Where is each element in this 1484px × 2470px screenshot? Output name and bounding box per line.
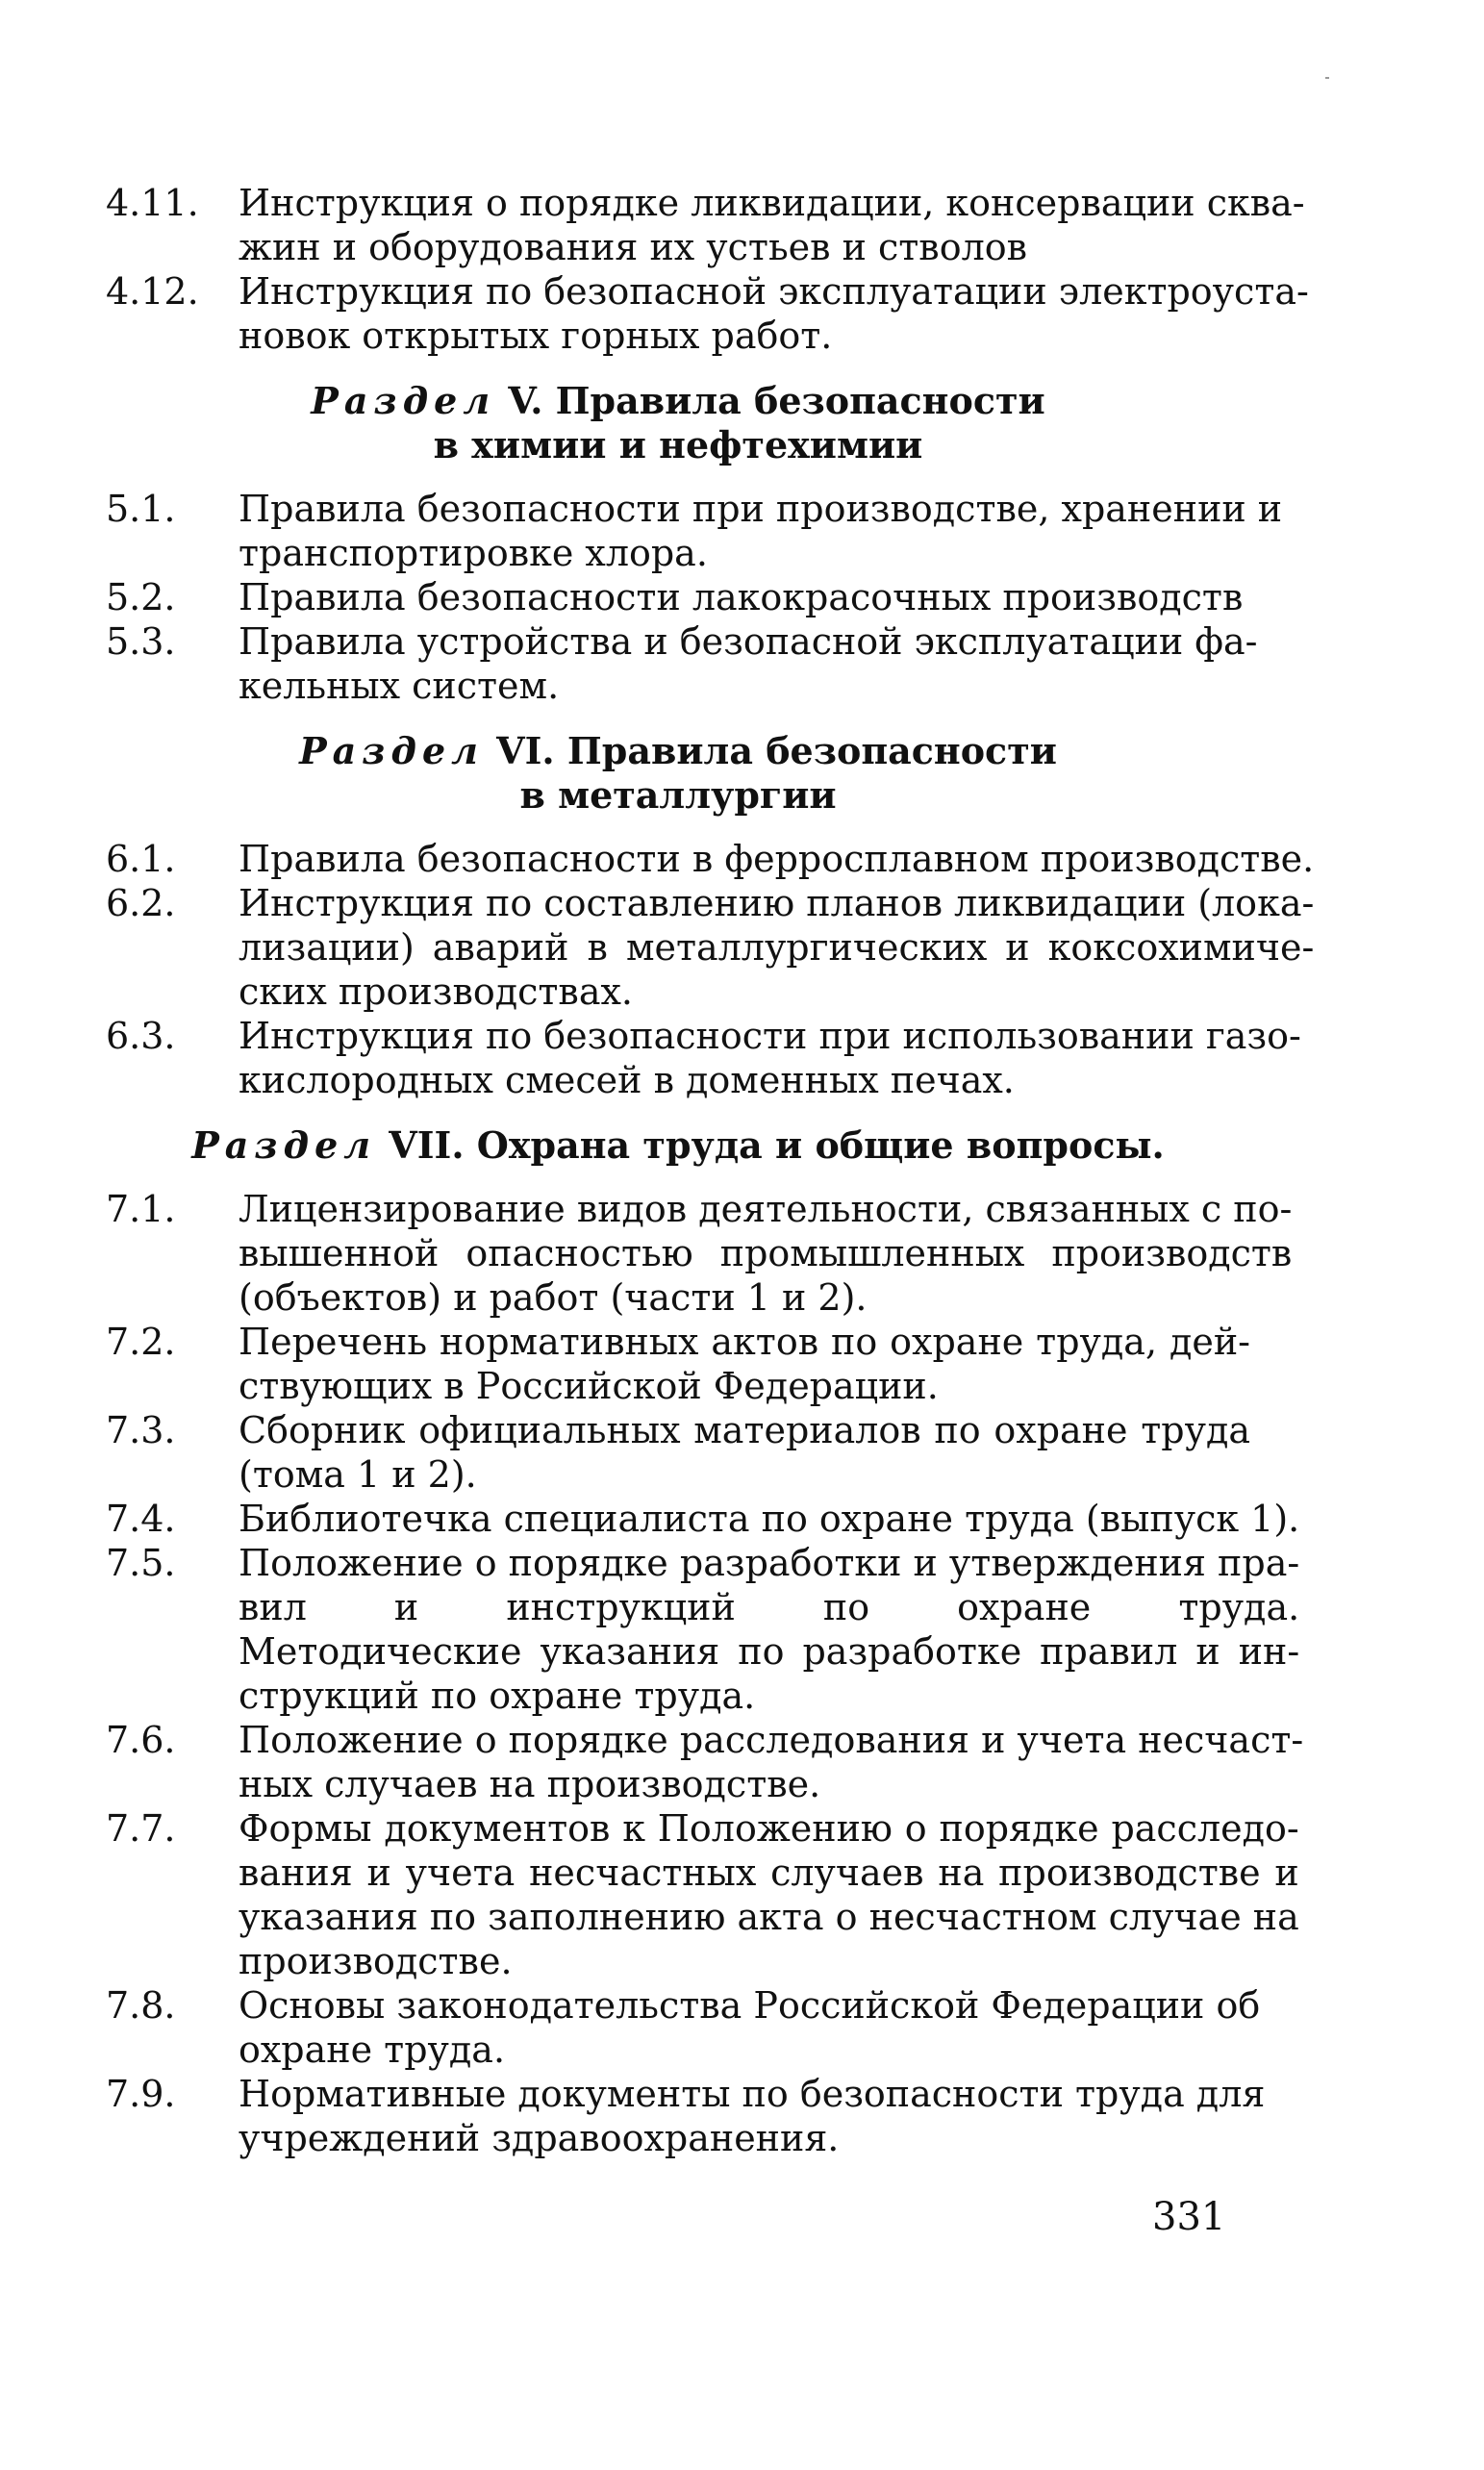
list-item	[106, 181, 1305, 269]
item-number: 5.3.	[106, 620, 176, 663]
list-section-7	[106, 1187, 1304, 2160]
item-text-line: ских производствах.	[239, 970, 633, 1013]
item-text-line: Формы документов к Положению о порядке расследо-	[239, 1807, 1299, 1850]
list-section-5	[106, 487, 1283, 708]
item-text	[239, 1497, 1299, 1541]
list-item	[106, 1983, 1261, 2072]
section-5-prefix: Раздел	[311, 379, 496, 422]
item-text-line: транспортировке хлора.	[239, 532, 708, 574]
list-item	[106, 1497, 1300, 1541]
item-text	[239, 487, 1282, 575]
item-text	[239, 1806, 1299, 1983]
item-text-line: Инструкция по безопасности при использовании газо-	[239, 1015, 1301, 1057]
section-6-title-1: VI. Правила безопасности	[496, 729, 1057, 772]
item-text-line: охране труда.	[239, 2029, 506, 2071]
item-text-line: вания и учета несчастных случаев на производстве и	[239, 1852, 1299, 1894]
item-text-line: Инструкция по безопасной эксплуатации электроуста-	[239, 270, 1309, 313]
item-text-line: кельных систем.	[239, 665, 560, 707]
item-text-line: Лицензирование видов деятельности, связанных с по-	[239, 1188, 1293, 1230]
item-text-line: Сборник официальных материалов по охране труда	[239, 1409, 1250, 1451]
item-text	[239, 269, 1309, 358]
list-item	[106, 881, 1315, 1014]
list-item	[106, 1320, 1250, 1408]
item-text	[239, 1408, 1250, 1497]
list-item	[106, 2072, 1266, 2160]
item-text-line: Инструкция о порядке ликвидации, консервации сква-	[239, 182, 1305, 224]
item-text	[239, 1718, 1303, 1806]
list-item	[106, 1541, 1300, 1718]
list-top	[106, 181, 1309, 358]
item-text-line: ных случаев на производстве.	[239, 1763, 821, 1805]
item-text-line: кислородных смесей в доменных печах.	[239, 1059, 1015, 1101]
item-number: 7.2.	[106, 1321, 176, 1363]
item-text-line: (объектов) и работ (части 1 и 2).	[239, 1276, 868, 1319]
item-number: 4.11.	[106, 182, 199, 224]
item-text-line: Положение о порядке разработки и утверждения пра-	[239, 1542, 1300, 1584]
item-number: 6.1.	[106, 838, 176, 880]
item-number: 6.3.	[106, 1015, 176, 1057]
list-item	[106, 575, 1250, 619]
item-text	[239, 881, 1314, 1014]
section-5-heading	[106, 379, 1250, 467]
list-item	[106, 1187, 1293, 1320]
item-text-line: Основы законодательства Российской Федерации об	[239, 1984, 1261, 2027]
item-text-line: указания по заполнению акта о несчастном случае на	[239, 1896, 1299, 1938]
item-number: 7.5.	[106, 1542, 176, 1584]
item-text-line: (тома 1 и 2).	[239, 1453, 477, 1496]
list-section-6	[106, 837, 1315, 1102]
item-text-line: вышенной опасностью промышленных производств	[239, 1232, 1293, 1274]
item-text-line: Перечень нормативных актов по охране труда, дей-	[239, 1321, 1250, 1363]
item-text-line: Правила безопасности в ферросплавном производстве.	[239, 838, 1315, 880]
page-number: 331	[1152, 2195, 1226, 2239]
item-text	[239, 1983, 1260, 2072]
item-text-line: Библиотечка специалиста по охране труда (выпуск 1).	[239, 1498, 1300, 1540]
list-item	[106, 837, 1315, 881]
item-text-line: Правила безопасности при производстве, хранении и	[239, 488, 1283, 530]
item-text	[239, 619, 1257, 708]
item-text-line: Инструкция по составлению планов ликвидации (лока-	[239, 882, 1315, 924]
section-6-prefix: Раздел	[299, 729, 484, 772]
item-number: 5.2.	[106, 576, 176, 618]
scan-speck	[1325, 77, 1329, 79]
item-text	[239, 1187, 1292, 1320]
item-text	[239, 1541, 1299, 1718]
item-number: 7.6.	[106, 1719, 176, 1761]
item-number: 7.9.	[106, 2073, 176, 2115]
item-text	[239, 575, 1250, 619]
list-item	[106, 1408, 1250, 1497]
item-number: 7.1.	[106, 1188, 176, 1230]
list-item	[106, 1806, 1299, 1983]
item-text	[239, 1320, 1250, 1408]
section-6-title-2: в металлургии	[519, 773, 837, 817]
list-item	[106, 1014, 1301, 1102]
section-7-title-1: VII. Охрана труда и общие вопросы.	[389, 1123, 1165, 1167]
item-number: 6.2.	[106, 882, 176, 924]
item-text	[239, 837, 1314, 881]
item-text-line: Нормативные документы по безопасности труда для	[239, 2073, 1266, 2115]
list-item	[106, 619, 1258, 708]
list-item	[106, 487, 1283, 575]
document-page	[106, 181, 1315, 2160]
section-7-prefix: Раздел	[191, 1123, 377, 1167]
item-text-line: Методические указания по разработке правил и ин-	[239, 1630, 1300, 1673]
section-5-title-2: в химии и нефтехимии	[433, 423, 923, 466]
item-number: 7.3.	[106, 1409, 176, 1451]
item-text-line: новок открытых горных работ.	[239, 315, 833, 357]
item-number: 4.12.	[106, 270, 199, 313]
item-number: 7.8.	[106, 1984, 176, 2027]
item-text	[239, 2072, 1265, 2160]
item-text-line: вил и инструкций по охране труда.	[239, 1586, 1300, 1628]
section-7-heading	[106, 1123, 1250, 1168]
item-text-line: струкций по охране труда.	[239, 1675, 756, 1717]
item-number: 7.4.	[106, 1498, 176, 1540]
item-text-line: Правила безопасности лакокрасочных производств	[239, 576, 1244, 618]
item-number: 5.1.	[106, 488, 176, 530]
item-text-line: ствующих в Российской Федерации.	[239, 1365, 939, 1407]
item-text-line: учреждений здравоохранения.	[239, 2117, 840, 2159]
item-text-line: лизации) аварий в металлургических и коксохимиче-	[239, 926, 1315, 969]
item-text-line: производстве.	[239, 1940, 513, 1982]
item-text-line: Правила устройства и безопасной эксплуатации фа-	[239, 620, 1258, 663]
item-text-line: Положение о порядке расследования и учета несчаст-	[239, 1719, 1304, 1761]
item-text	[239, 181, 1305, 269]
item-text-line: жин и оборудования их устьев и стволов	[239, 226, 1027, 268]
section-6-heading	[106, 729, 1250, 818]
item-text	[239, 1014, 1301, 1102]
list-item	[106, 1718, 1304, 1806]
section-5-title-1: V. Правила безопасности	[508, 379, 1045, 422]
item-number: 7.7.	[106, 1807, 176, 1850]
list-item	[106, 269, 1309, 358]
